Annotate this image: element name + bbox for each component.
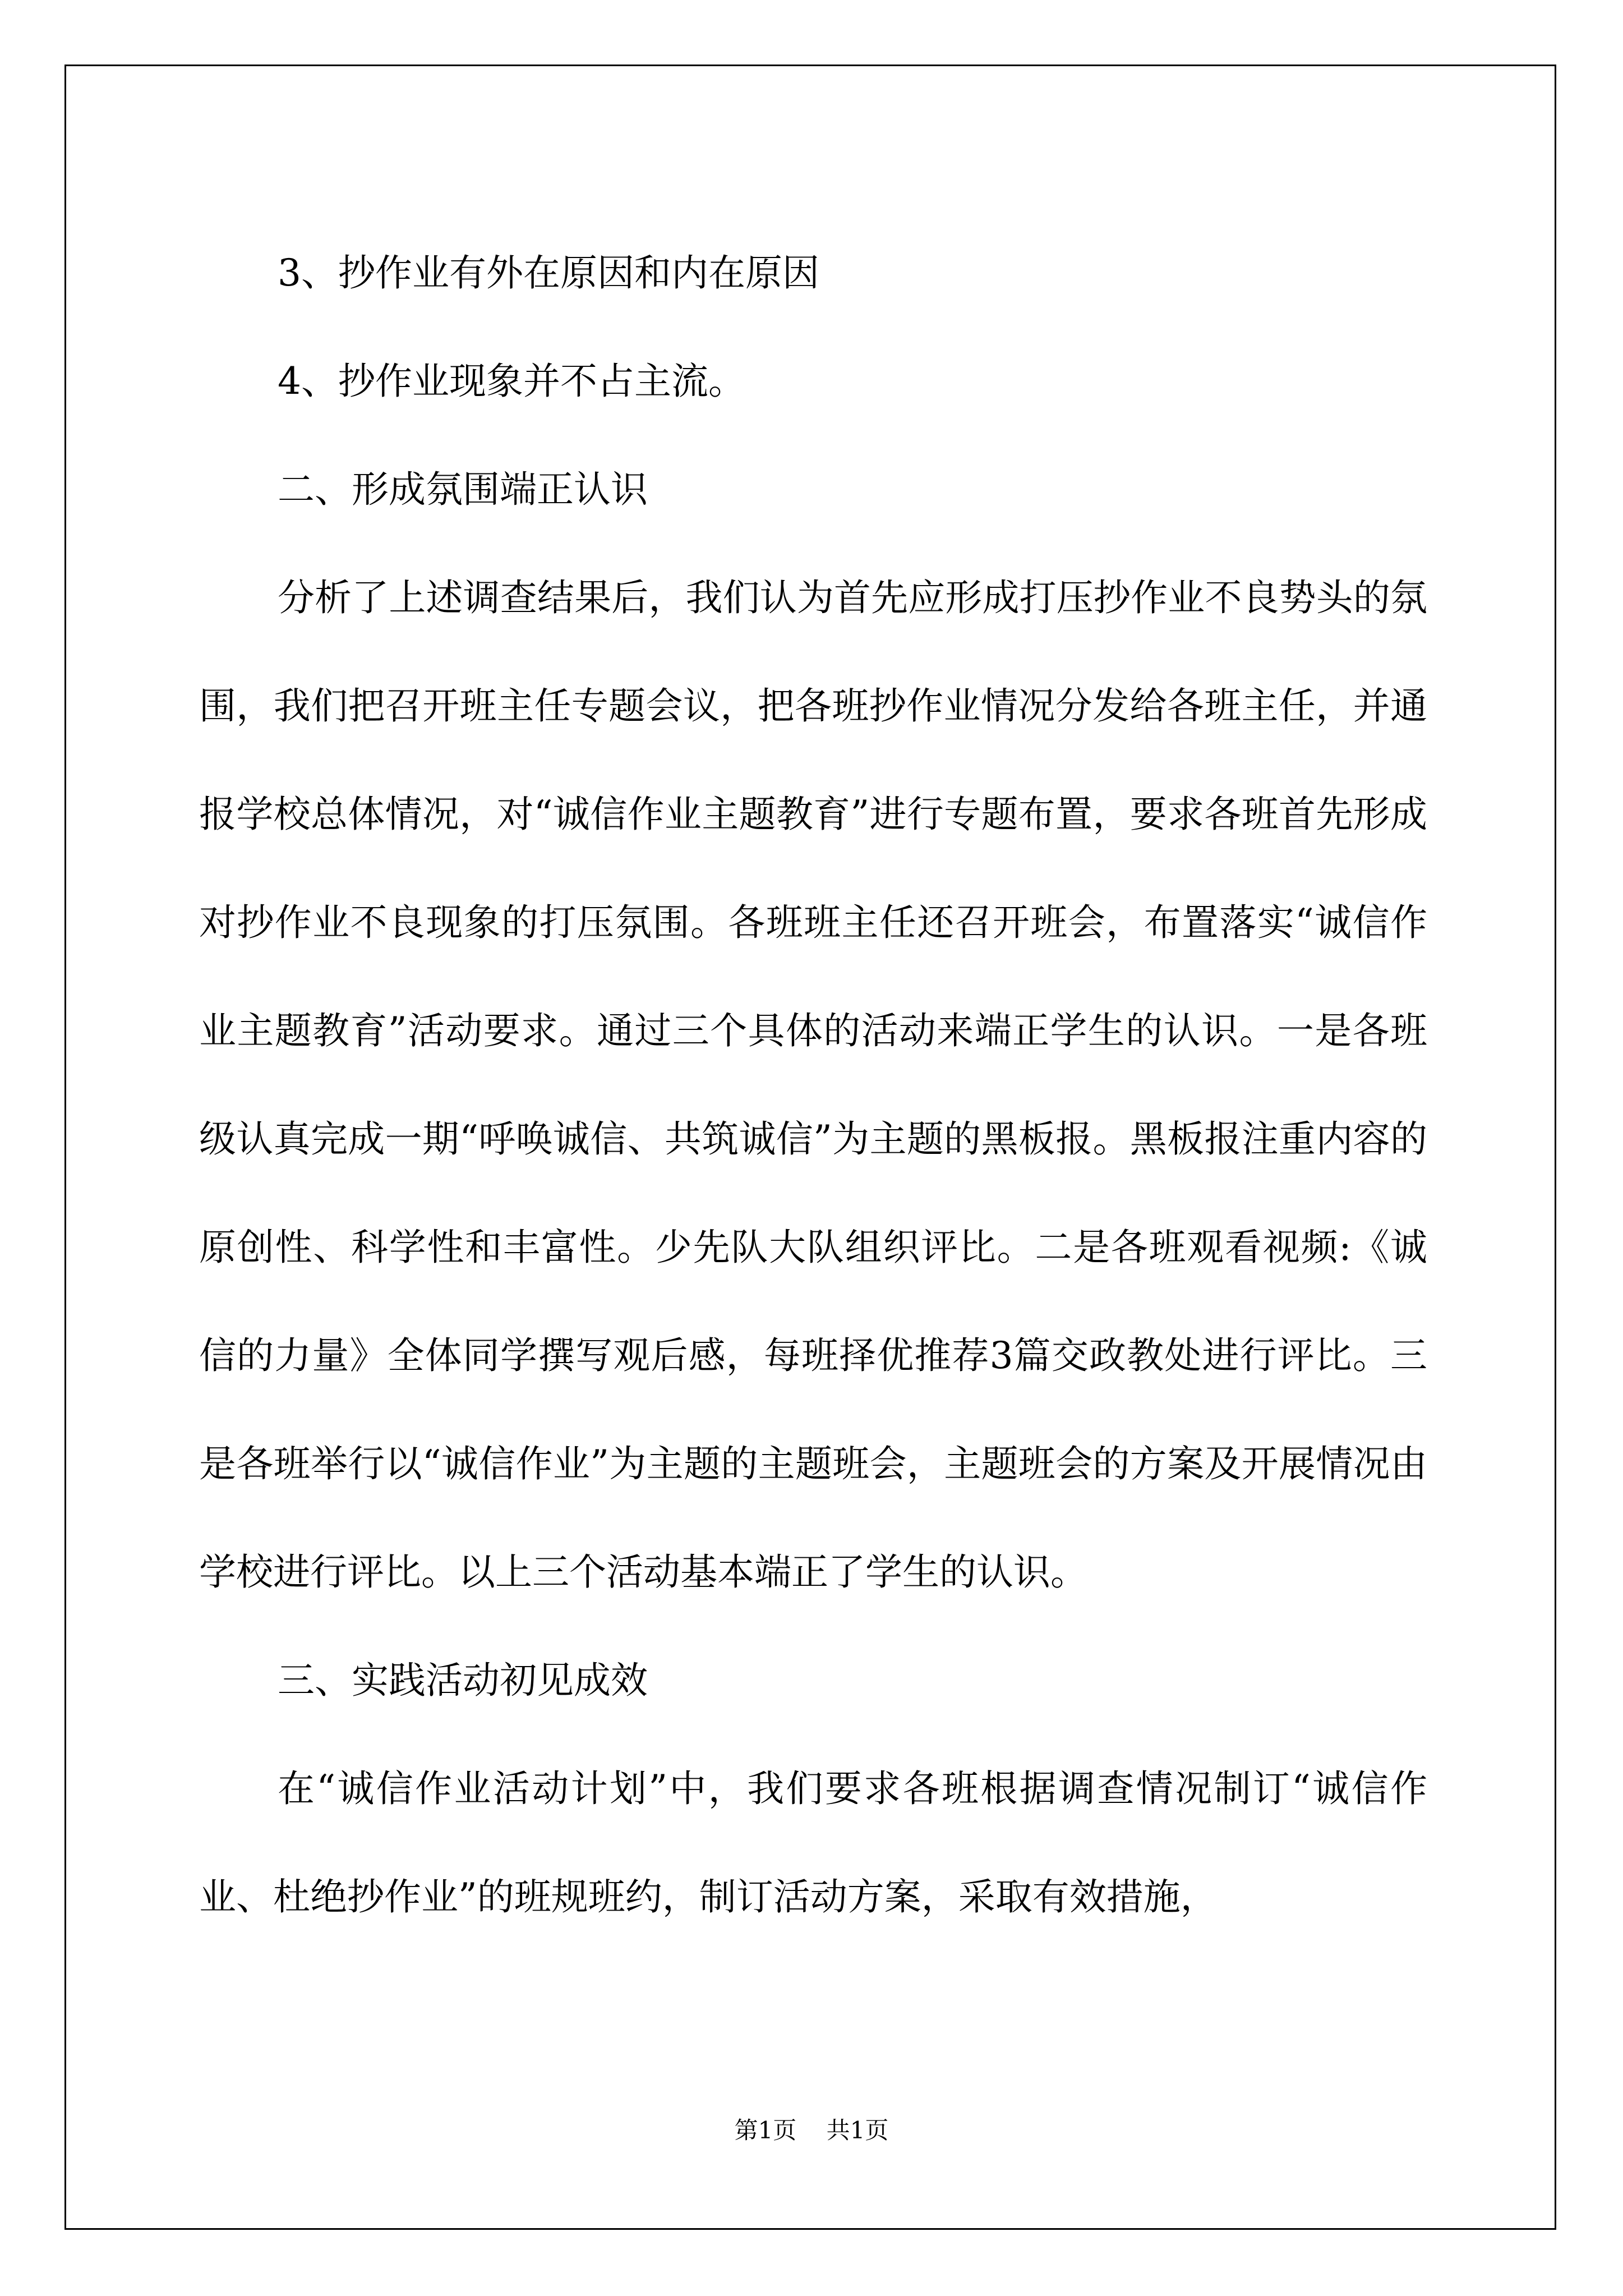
section-heading-3: 三、实践活动初见成效	[278, 1659, 648, 1702]
page-number-footer: 第1页 共1页	[734, 2116, 889, 2144]
paragraph-body-practice: 在“诚信作业活动计划”中，我们要求各班根据调查情况制订“诚信作业、杜绝抄作业”的班规班约，制订活动方案，采取有效措施，	[199, 1767, 1427, 1918]
paragraph-item-4: 4、抄作业现象并不占主流。	[278, 360, 745, 403]
paragraph-item-3: 3、抄作业有外在原因和内在原因	[278, 251, 819, 295]
paragraph-body-atmosphere: 分析了上述调查结果后，我们认为首先应形成打压抄作业不良势头的氛围，我们把召开班主任专题会议，把各班抄作业情况分发给各班主任，并通报学校总体情况，对“诚信作业主题教育”进行专题布置，要求各班首先形成对抄作业不良现象的打压氛围。各班班主任还召开班会，布置落实“诚信作业主题教育”活动要求。通过三个具体的活动来端正学生的认识。一是各班级认真完成一期“呼唤诚信、共筑诚信”为主题的黑板报。黑板报注重内容的原创性、科学性和丰富性。少先队大队组织评比。二是各班观看视频:《诚信的力量》全体同学撰写观后感，每班择优推荐3篇交政教处进行评比。三是各班举行以“诚信作业”为主题的主题班会，主题班会的方案及开展情况由学校进行评比。以上三个活动基本端正了学生的认识。	[199, 576, 1427, 1594]
section-heading-2: 二、形成氛围端正认识	[278, 468, 648, 511]
document-body	[199, 219, 1427, 1951]
